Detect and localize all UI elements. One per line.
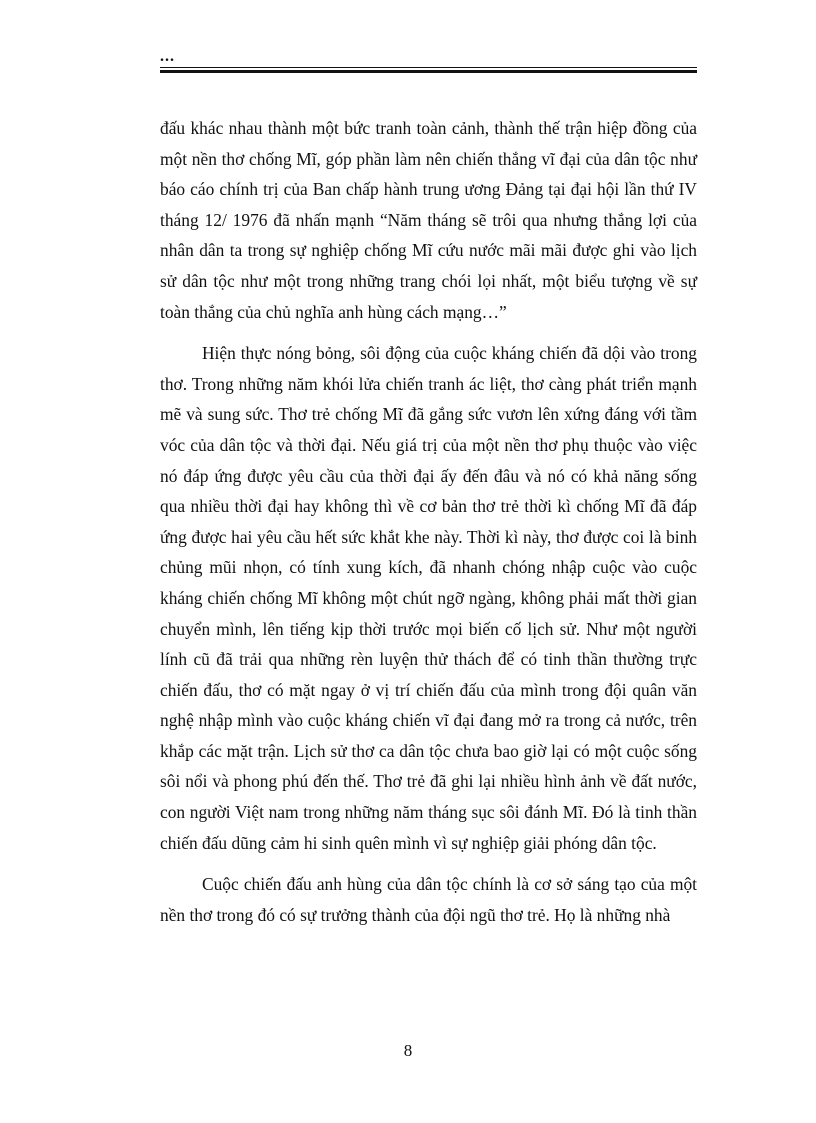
header-ellipsis-mark: ... — [160, 48, 175, 65]
header-rule-thick — [160, 70, 697, 73]
paragraph-continuation: đấu khác nhau thành một bức tranh toàn cảnh, thành thế trận hiệp đồng của một nền thơ chống Mĩ, góp phần làm nên chiến thắng vĩ đại của dân tộc như báo cáo chính trị của Ban chấp hành trung ương Đảng tại đại hội lần thứ IV tháng 12/ 1976 đã nhấn mạnh “Năm tháng sẽ trôi qua nhưng thắng lợi của nhân dân ta trong sự nghiệp chống Mĩ cứu nước mãi mãi được ghi vào lịch sử dân tộc như một trong những trang chói lọi nhất, một biểu tượng về sự toàn thắng của chủ nghĩa anh hùng cách mạng…” — [160, 118, 697, 322]
paragraph-heroic-struggle: Cuộc chiến đấu anh hùng của dân tộc chính là cơ sở sáng tạo của một nền thơ trong đó có sự trưởng thành của đội ngũ thơ trẻ. Họ là những nhà — [160, 874, 697, 925]
page-number: 8 — [403, 1041, 413, 1060]
document-body — [160, 113, 697, 930]
header-rule-thin — [160, 67, 697, 68]
paragraph-reality-of-war: Hiện thực nóng bỏng, sôi động của cuộc kháng chiến đã dội vào trong thơ. Trong những năm khói lửa chiến tranh ác liệt, thơ càng phát triển mạnh mẽ và sung sức. Thơ trẻ chống Mĩ đã gắng sức vươn lên xứng đáng với tầm vóc của dân tộc và thời đại. Nếu giá trị của một nền thơ phụ thuộc vào việc nó đáp ứng được yêu cầu của thời đại ấy đến đâu và nó có khả năng sống qua nhiều thời đại hay không thì về cơ bản thơ trẻ thời kì chống Mĩ đã đáp ứng được hai yêu cầu hết sức khắt khe này. Thời kì này, thơ được coi là binh chủng mũi nhọn, có tính xung kích, đã nhanh chóng nhập cuộc vào cuộc kháng chiến chống Mĩ không một chút ngỡ ngàng, không phải mất thời gian chuyển mình, lên tiếng kịp thời trước mọi biến cố lịch sử. Như một người lính cũ đã trải qua những rèn luyện thử thách để có tinh thần thường trực chiến đấu, thơ có mặt ngay ở vị trí chiến đấu của mình trong đội quân văn nghệ nhập mình vào cuộc kháng chiến vĩ đại đang mở ra trong cả nước, trên khắp các mặt trận. Lịch sử thơ ca dân tộc chưa bao giờ lại có một cuộc sống sôi nổi và phong phú đến thế. Thơ trẻ đã ghi lại nhiều hình ảnh về đất nước, con người Việt nam trong những năm tháng sục sôi đánh Mĩ. Đó là tinh thần chiến đấu dũng cảm hi sinh quên mình vì sự nghiệp giải phóng dân tộc. — [160, 343, 697, 853]
